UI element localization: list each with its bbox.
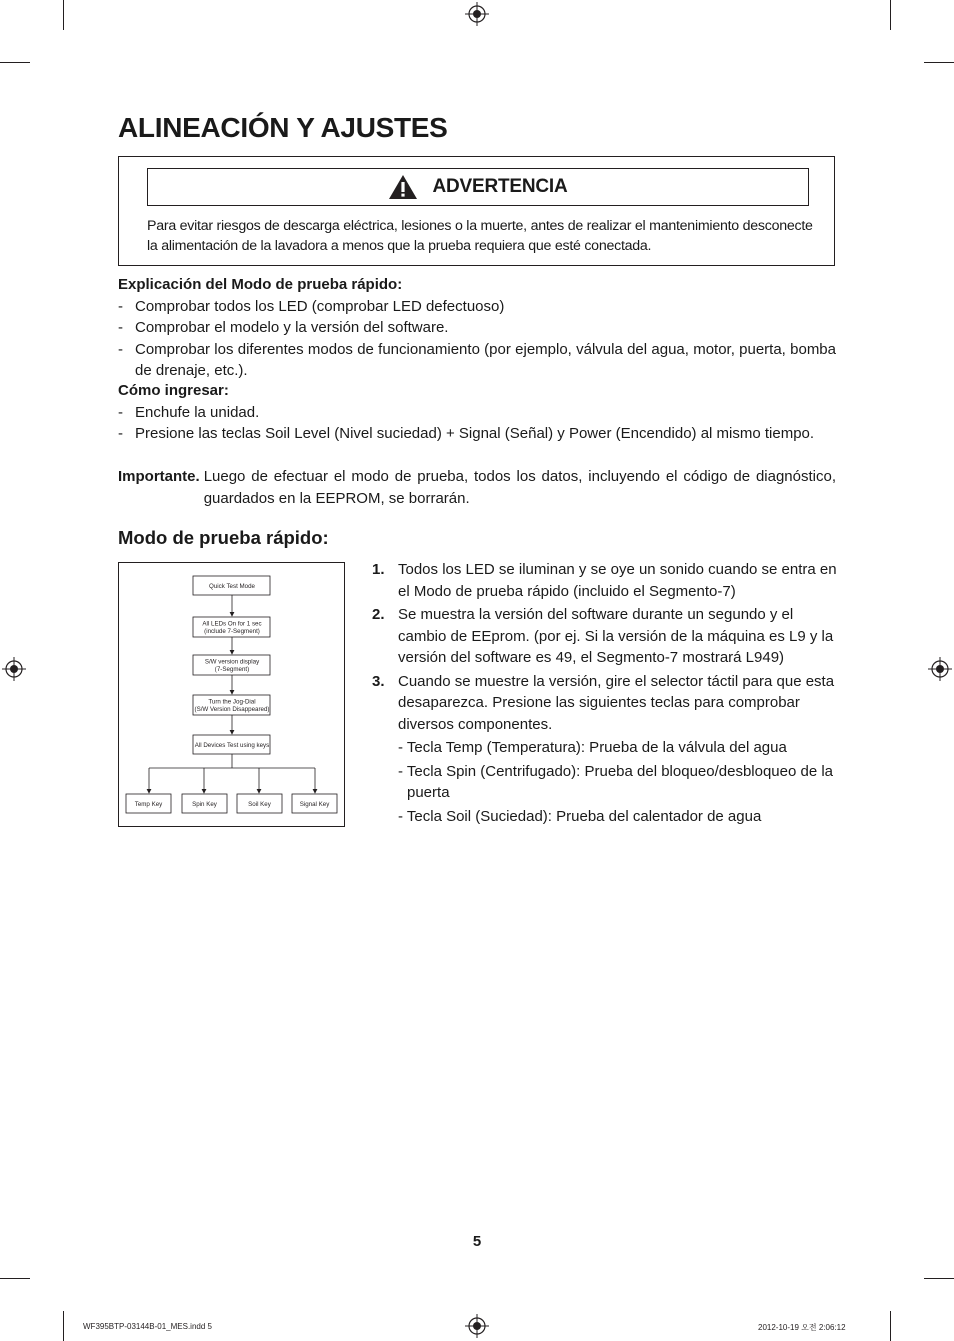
flow-label: All LEDs On for 1 sec bbox=[202, 620, 262, 628]
warning-box bbox=[118, 156, 835, 266]
step-number: 3. bbox=[372, 672, 385, 690]
page-number: 5 bbox=[472, 1233, 482, 1250]
crop-mark bbox=[63, 0, 64, 30]
list-item: - Comprobar todos los LED (comprobar LED defectuoso) bbox=[118, 296, 836, 318]
key-list bbox=[398, 737, 838, 827]
crop-mark bbox=[924, 62, 954, 63]
step-item bbox=[372, 671, 838, 830]
step-number: 2. bbox=[372, 606, 385, 623]
flow-label: All Devices Test using keys bbox=[194, 742, 270, 749]
flow-label: Signal Key bbox=[299, 801, 330, 808]
registration-mark-icon bbox=[465, 2, 489, 26]
list-item: - Tecla Soil (Suciedad): Prueba del calentador de agua bbox=[398, 807, 762, 825]
flow-label: (7-Segment) bbox=[214, 666, 250, 673]
crop-mark bbox=[63, 1311, 64, 1341]
list-item: - Tecla Temp (Temperatura): Prueba de la válvula del agua bbox=[398, 739, 787, 756]
flow-label: Quick Test Mode bbox=[209, 583, 255, 590]
list-item: - Comprobar los diferentes modos de funcionamiento (por ejemplo, válvula del agua, motor, puerta, bomba de drenaje, etc.). bbox=[118, 339, 836, 382]
crop-mark bbox=[890, 0, 891, 30]
important-text: Luego de efectuar el modo de prueba, todos los datos, incluyendo el código de diagnóstico, guardados en la EEPROM, se borrarán. bbox=[203, 468, 836, 507]
crop-mark bbox=[0, 1278, 30, 1279]
step-text: Todos los LED se iluminan y se oye un sonido cuando se entra en el Modo de prueba rápido (incluido el Segmento-7) bbox=[398, 561, 837, 600]
quick-test-heading: Modo de prueba rápido: bbox=[118, 527, 329, 548]
explanation-list bbox=[118, 296, 836, 382]
important-note bbox=[118, 466, 836, 510]
how-to-list bbox=[118, 402, 836, 445]
page-title: ALINEACIÓN Y AJUSTES bbox=[118, 112, 448, 143]
flow-label: (include 7-Segment) bbox=[204, 628, 260, 635]
footer-timestamp: 2012-10-19 오전 2:06:12 bbox=[758, 1323, 846, 1332]
list-item: - Comprobar el modelo y la versión del software. bbox=[118, 317, 836, 339]
warning-text: Para evitar riesgos de descarga eléctrica, lesiones o la muerte, antes de realizar el mantenimiento desconecte la alimentación de la lavadora a menos que la prueba requiera que esté conectada. bbox=[147, 218, 813, 254]
how-to-heading: Cómo ingresar: bbox=[118, 382, 229, 399]
list-item: - Enchufe la unidad. bbox=[118, 402, 836, 424]
crop-mark bbox=[890, 1311, 891, 1341]
flow-label: Spin Key bbox=[192, 801, 217, 808]
list-item: - Tecla Spin (Centrifugado): Prueba del bloqueo/desbloqueo de la puerta bbox=[398, 762, 834, 801]
crop-mark bbox=[0, 62, 30, 63]
warning-triangle-icon bbox=[388, 174, 418, 200]
explanation-heading: Explicación del Modo de prueba rápido: bbox=[118, 276, 403, 293]
explanation-section bbox=[118, 274, 836, 382]
flow-label: S/W version display bbox=[204, 658, 260, 666]
step-item bbox=[372, 559, 838, 602]
important-label: Importante. bbox=[118, 468, 200, 485]
footer-file: WF395BTP-03144B-01_MES.indd 5 bbox=[83, 1322, 212, 1331]
flow-label: Soil Key bbox=[248, 801, 271, 808]
flowchart bbox=[118, 562, 345, 827]
step-body bbox=[398, 671, 838, 830]
registration-mark-icon bbox=[928, 657, 952, 681]
step-item bbox=[372, 604, 838, 669]
crop-mark bbox=[924, 1278, 954, 1279]
flowchart-diagram bbox=[119, 563, 346, 828]
flow-label: Temp Key bbox=[134, 801, 163, 808]
warning-header bbox=[147, 168, 809, 206]
flow-label: Turn the Jog-Dial bbox=[208, 698, 256, 706]
step-number: 1. bbox=[372, 561, 385, 578]
registration-mark-icon bbox=[2, 657, 26, 681]
step-text: Cuando se muestre la versión, gire el selector táctil para que esta desaparezca. Presione las siguientes teclas para comprobar diversos componentes. bbox=[398, 672, 835, 733]
step-text: Se muestra la versión del software durante un segundo y el cambio de EEprom. (por ej. Si la versión de la máquina es L9 y la versión del software es 49, el Segmento-7 mostrará L949) bbox=[398, 606, 834, 666]
how-to-section bbox=[118, 380, 836, 445]
registration-mark-icon bbox=[465, 1314, 489, 1338]
quick-test-steps bbox=[372, 559, 838, 831]
warning-label: ADVERTENCIA bbox=[432, 176, 568, 197]
flow-label: (S/W Version Disappeared) bbox=[194, 706, 270, 713]
list-item: - Presione las teclas Soil Level (Nivel suciedad) + Signal (Señal) y Power (Encendido) al mismo tiempo. bbox=[118, 423, 836, 445]
